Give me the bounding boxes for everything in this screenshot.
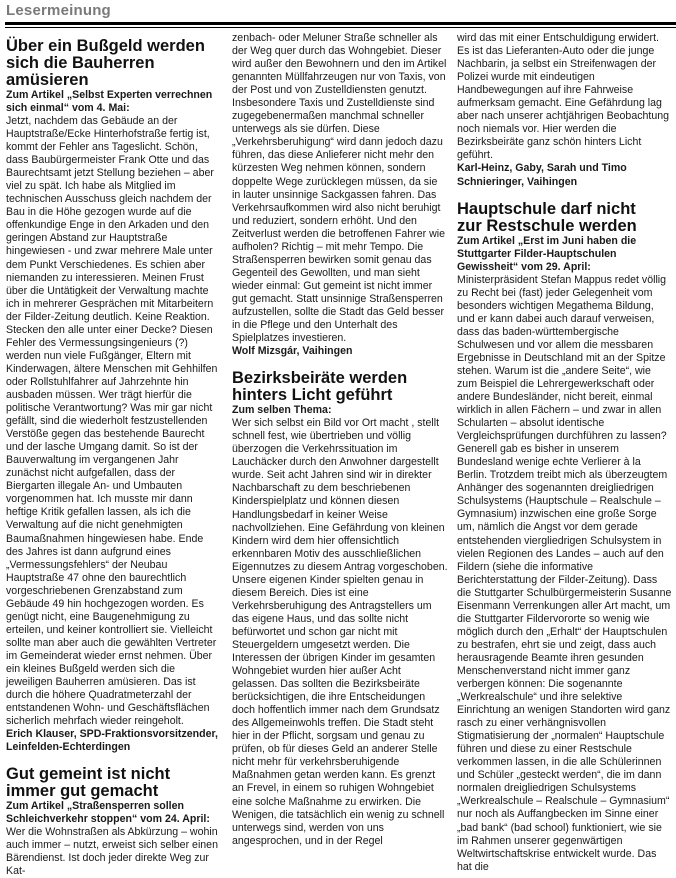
letter-headline	[6, 766, 222, 800]
letter-author: Karl-Heinz, Gaby, Sarah und Timo Schnieringer, Vaihingen	[457, 162, 627, 188]
letter-bussgeld	[6, 38, 222, 754]
headline-line-2: hinters Licht geführt	[232, 386, 393, 405]
letter-headline	[457, 201, 673, 235]
headline-line-2: immer gut gemacht	[6, 782, 159, 801]
letter-body-part-2: wird das mit einer Entschuldigung erwidert. Es ist das Lieferanten-Auto oder die junge Nachbarin, ja selbst ein Streifenwagen der Polizei wurde mit eindeutigen Handbewegungen auf ihre Fahrweise aufmerksam gemacht. Eine Gefährdung lag aber nach unserer achtjährigen Beobachtung noch niemals vor. Hier werden die Bezirksbeiräte ganz schön hinters Licht geführt.	[457, 32, 670, 162]
letter-body: Jetzt, nachdem das Gebäude an der Hauptstraße/Ecke Hinterhofstraße fertig ist, kommt der Fehler ans Tageslicht. Schön, dass Baubürgermeister Frank Otte und das Baurechtsamt jetzt Stellung beziehen – aber viel zu spät. Ich habe als Mitglied im technischen Ausschuss gleich nachdem der Bau in die Höhe gezogen wurde auf die offenkundige Enge in den Arkaden und den geringen Abstand zur Hauptstraße hingewiesen - und zwar mehrere Male unter dem Punkt Verschiedenes. Es schien aber niemanden zu interessieren. Meinen Frust über die Untätigkeit der Verwaltung machte ich in mehrerer Gesprächen mit Mitarbeitern der Filder-Zeitung deutlich. Keine Reaktion. Stecken den alle unter einer Decke? Diesen Fehler des Vermessungsingenieurs (?) werden nun viele Fußgänger, Eltern mit Kinderwagen, ältere Menschen mit Gehhilfen oder Rollstuhlfahrer auf Jahrzehnte hin ausbaden müssen. Wer trägt hierfür die politische Verantwortung? Was mir gar nicht gefällt, sind die wiederholt festzustellenden Verstöße gegen das bestehende Baurecht und der lasche Umgang damit. So ist der Bauverwaltung im vergangenen Jahr zunächst nicht aufgefallen, dass der Biergarten illegale An- und Umbauten vorgenommen hat. Ich musste mir dann heftige Kritik gefallen lassen, als ich die Verwaltung auf die nicht genehmigten Baumaßnahmen hingewiesen habe. Ende des Jahres ist dann aufgrund eines „Vermessungsfehlers“ der Neubau Hauptstraße 47 ohne den baurechtlich vorgeschriebenen Grenzabstand zum Gebäude 49 hin hochgezogen worden. Es genügt nicht, eine Baugenehmigung zu erteilen, und keiner kontrolliert sie. Vielleicht sollte man aber auch die gewählten Vertreter im Gemeinderat wieder ernst nehmen. Über ein kleines Bußgeld werden sich die jeweiligen Bauherren amüsieren. Das ist durch die höhere Quadratmeterzahl der entstandenen Wohn- und Geschäftsflächen sicherlich mehrfach wieder reingeholt.	[6, 115, 218, 728]
letter-intro: Zum selben Thema:	[232, 404, 332, 417]
letter-gut-gemeint-continued	[232, 32, 448, 358]
headline-line-1: Hauptschule darf nicht	[457, 199, 636, 218]
header-rule-thick	[5, 22, 676, 25]
letter-author: Wolf Mizsgár, Vaihingen	[232, 345, 353, 358]
letter-intro: Zum Artikel „Straßensperren sollen Schleichverkehr stoppen“ vom 24. April:	[6, 800, 210, 826]
headline-line-2: sich die Bauherren amüsieren	[6, 54, 155, 89]
headline-line-2: zur Restschule werden	[457, 216, 637, 235]
letter-intro: Zum Artikel „Selbst Experten verrechnen sich einmal“ vom 4. Mai:	[6, 89, 213, 114]
headline-line-1: Über ein Bußgeld werden	[6, 37, 205, 55]
column-2	[232, 32, 448, 848]
letter-author: Erich Klauser, SPD-Fraktionsvorsitzender, Leinfelden-Echterdingen	[6, 728, 218, 754]
letter-bezirksbeiraete	[232, 370, 448, 848]
letter-body-part-1: Wer sich selbst ein Bild vor Ort macht , stellt schnell fest, wie übertrieben und völlig überzogen die Verkehrssituation im Lauchäcker durch den Anwohner dargestellt wurde. Seit acht Jahren sind wir in direkter Nachbarschaft zu dem beschriebenen Kinderspielplatz und können diesen Handlungsbedarf in keiner Weise nachvollziehen. Eine Gefährdung von kleinen Kindern wird dem hier offensichtlich erkennbaren Motiv des ausschließlichen Eigennutzes zu diesem Antrag vorgeschoben. Unsere eigenen Kinder spielten genau in diesem Bereich. Dies ist eine Verkehrsberuhigung des Antragstellers um das eigene Haus, und das sollte nicht befürwortet und schon gar nicht mit Steuergeldern umgesetzt werden. Die Interessen der übrigen Kinder im gesamten Wohngebiet wurden hier außer Acht gelassen. Das sollten die Bezirksbeiräte berücksichtigen, die ihre Entscheidungen doch hoffentlich immer nach dem Grundsatz des Allgemeinwohls treffen. Die Stadt steht hier in der Pflicht, sorgsam und genau zu prüfen, ob für dieses Geld an anderer Stelle nicht mehr für verkehrsberuhigende Maßnahmen getan werden kann. Es grenzt an Frevel, in einem so ruhigen Wohngebiet eine solche Maßnahme zu erwirken. Die Wenigen, die tatsächlich ein wenig zu schnell unterwegs sind, werden von uns angesprochen, und in der Regel	[232, 417, 448, 847]
letter-headline	[232, 370, 448, 404]
letter-headline	[6, 38, 222, 89]
letter-body: Ministerpräsident Stefan Mappus redet völlig zu Recht bei (fast) jeder Gelegenheit vom besonders wichtigen Megathema Bildung, und er kann dabei auch darauf verweisen, dass das baden-württembergische Schulwesen und vor allem die messbaren Ergebnisse in Deutschland mit an der Spitze stehen. Warum ist die „andere Seite“, wie zum Beispiel die Lehrergewerkschaft oder andere Bundesländer, nicht bereit, einmal wirklich in allen Fächern – und zwar in allen Schularten – absolut identische Vergleichsprüfungen durchführen zu lassen? Generell gab es bisher in unserem Bundesland wenige echte Verlierer à la Berlin. Trotzdem treibt mich als überzeugtem Anhänger des sogenannten dreigliedrigen Schulsystems (Hauptschule – Realschule – Gymnasium) inzwischen eine große Sorge um, nämlich die Angst vor dem gerade entstehenden viergliedrigen Schulsystem in vielen Regionen des Landes – auch auf den Fildern (siehe die informative Berichterstattung der Filder-Zeitung). Dass die Stuttgarter Schulbürgermeisterin Susanne Eisenmann Verrenkungen aller Art macht, um die Stuttgarter Fildervororte so wenig wie möglich durch den „Erhalt“ der Hauptschulen zu bestrafen, ehrt sie und zeigt, dass auch herausragende Beamte ihren gesunden Menschenverstand nicht immer ganz verbergen können: Die sogenannte „Werkrealschule“ und ihre selektive Einrichtung an wenigen Standorten wird ganz rasch zu einer verhängnisvollen Stigmatisierung der „normalen“ Hauptschule führen und diese zu einer Restschule verkommen lassen, in die alle Schülerinnen und Schüler „gesteckt werden“, die im dann normalen dreigliedrigen Schulsystems „Werkrealschule – Realschule – Gymnasium“ nur noch als Auffangbecken im Sinne einer „bad bank“ (bad school) funktioniert, wie sie im Rahmen unserer gegenwärtigen Weltwirtschaftskrise entwickelt wurde. Das hat die	[457, 273, 672, 873]
headline-line-1: Gut gemeint ist nicht	[6, 765, 171, 784]
letter-intro: Zum Artikel „Erst im Juni haben die Stuttgarter Filder-Hauptschulen Gewissheit“ vom 29. April:	[457, 234, 637, 273]
column-1	[6, 32, 222, 878]
header-rule-thin	[5, 27, 676, 28]
section-title: Lesermeinung	[6, 2, 111, 19]
letter-bezirksbeiraete-continued	[457, 32, 673, 189]
column-3	[457, 32, 673, 874]
headline-line-1: Bezirksbeiräte werden	[232, 369, 408, 388]
letter-body-part-2: zenbach- oder Meluner Straße schneller als der Weg quer durch das Wohngebiet. Dieser wird außer den Bewohnern und den im Artikel genannten Müllfahrzeugen nur von Taxis, von der Post und von Zustelldiensten genutzt. Insbesondere Taxis und Zustelldienste sind zugegebenermaßen manchmal schneller unterwegs als sie dürfen. Diese „Verkehrsberuhigung“ wird dann jedoch dazu führen, das diese Anlieferer nicht mehr den kürzesten Weg nehmen können, sondern doppelte Wege zurücklegen müssen, da sie in lauter unsinnige Sackgassen fahren. Das Verkehrsaufkommen wird also nicht beruhigt und reduziert, sondern erhöht. Und den Zeitverlust werden die betroffenen Fahrer wie aufholen? Richtig – mit mehr Tempo. Die Straßensperren bewirken somit genau das Gegenteil des Gewollten, und man sieht wieder einmal: Gut gemeint ist nicht immer gut gemacht. Statt unsinnige Straßensperren aufzustellen, sollte die Stadt das Geld besser in die Pflege und den Unterhalt des Spielplatzes investieren.	[232, 32, 447, 345]
letter-hauptschule	[457, 201, 673, 874]
letter-gut-gemeint	[6, 766, 222, 878]
letter-body-part-1: Wer die Wohnstraßen als Abkürzung – wohin auch immer – nutzt, erweist sich selber einen Bärendienst. Ist doch jeder direkte Weg zur Kat-	[6, 826, 218, 878]
